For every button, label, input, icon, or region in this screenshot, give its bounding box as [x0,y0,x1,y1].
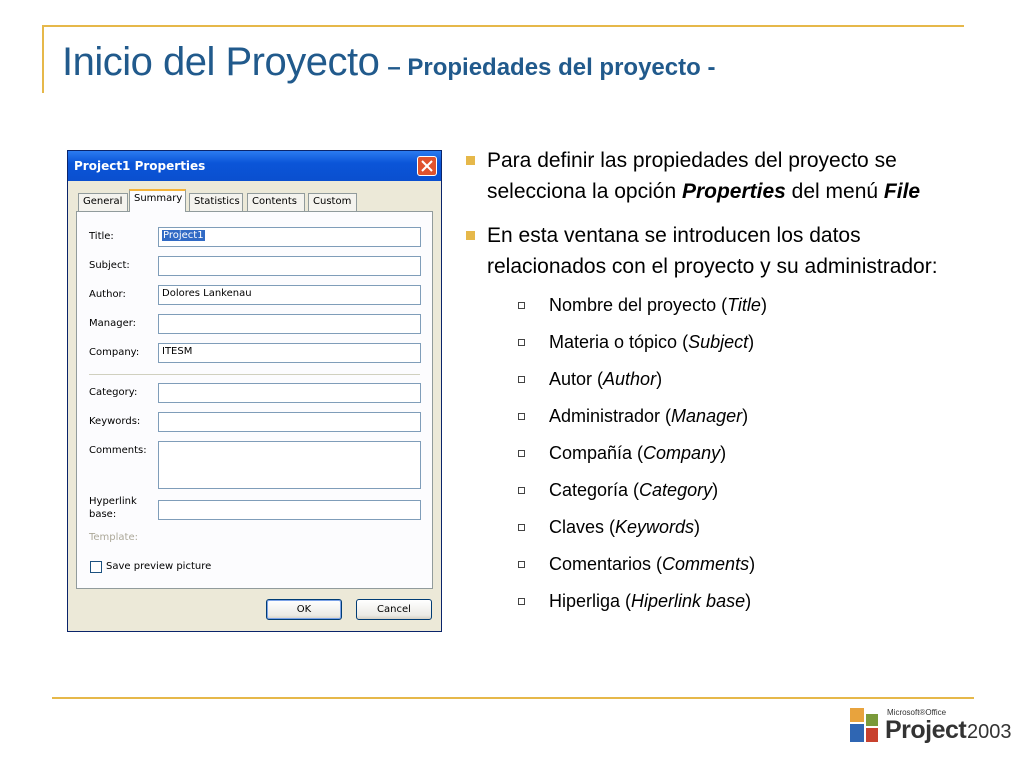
sub-bullet-text: Comentarios ( [549,554,663,574]
tab-general[interactable]: General [78,193,128,211]
subject-field[interactable] [158,256,421,276]
hyperlink-label-line2: base: [89,509,117,520]
sub-bullet-close: ) [720,443,727,463]
project-properties-dialog [67,150,442,632]
slide-title [62,40,715,85]
hollow-square-bullet-icon [518,524,525,531]
tab-contents[interactable]: Contents [247,193,305,211]
sub-bullet-close: ) [749,554,756,574]
company-field[interactable]: ITESM [158,343,421,363]
dialog-title: Project1 Properties [74,159,206,173]
field-divider [89,374,420,375]
close-icon [421,160,433,172]
hollow-square-bullet-icon [518,413,525,420]
tab-summary[interactable]: Summary [129,189,186,212]
sub-bullet-em: Manager [671,406,743,426]
tab-statistics[interactable]: Statistics [189,193,243,211]
dialog-titlebar[interactable] [68,151,441,181]
ok-button[interactable]: OK [266,599,342,620]
keywords-field[interactable] [158,412,421,432]
hyperlink-base-field[interactable] [158,500,421,520]
sub-bullet-close: ) [656,369,663,389]
hollow-square-bullet-icon [518,561,525,568]
ms-project-2003-logo [848,700,1018,750]
slide-bottom-rule [52,697,974,699]
cancel-button[interactable]: Cancel [356,599,432,620]
square-bullet-icon [466,231,475,240]
square-bullet-icon [466,156,475,165]
sub-bullet-em: Comments [662,554,750,574]
bullet-1-line-1: Para definir las propiedades del proyecto se [487,149,897,172]
sub-bullet-text: Categoría ( [549,480,640,500]
bullet-1-em-file: File [883,180,921,203]
bullet-1-line-2 [487,176,1007,207]
save-preview-label[interactable]: Save preview picture [106,561,212,572]
logo-maker: Microsoft®Office [887,708,947,717]
slide-left-rule [42,25,44,93]
sub-bullet-em: Keywords [615,517,695,537]
bullet-1-text-mid: del menú [785,180,884,203]
sub-bullet-em: Category [639,480,713,500]
sub-bullet-em: Author [603,369,657,389]
title-label: Title: [89,231,114,242]
sub-bullet-em: Title [727,295,761,315]
sub-bullet-text: Materia o tópico ( [549,332,689,352]
category-label: Category: [89,387,138,398]
sub-bullet-text: Autor ( [549,369,604,389]
save-preview-checkbox[interactable] [90,561,102,573]
sub-bullet-close: ) [694,517,701,537]
logo-product: Project [885,716,967,744]
hollow-square-bullet-icon [518,376,525,383]
hollow-square-bullet-icon [518,339,525,346]
tab-custom[interactable]: Custom [308,193,357,211]
hyperlink-label-line1: Hyperlink [89,496,137,507]
project-logo-icon [848,706,882,746]
sub-bullet-text: Compañía ( [549,443,644,463]
hollow-square-bullet-icon [518,302,525,309]
bullet-1-em-properties: Properties [681,180,786,203]
sub-bullet-em: Company [643,443,721,463]
hollow-square-bullet-icon [518,598,525,605]
sub-bullet-close: ) [760,295,767,315]
sub-bullet-em: Subject [688,332,749,352]
bullet-1-text: selecciona la opción [487,180,682,203]
manager-field[interactable] [158,314,421,334]
subject-label: Subject: [89,260,130,271]
logo-year: 2003 [967,721,1012,743]
author-field[interactable]: Dolores Lankenau [158,285,421,305]
sub-bullet-close: ) [742,406,749,426]
author-label: Author: [89,289,126,300]
sub-bullet-text: Administrador ( [549,406,672,426]
sub-bullet-text: Claves ( [549,517,616,537]
category-field[interactable] [158,383,421,403]
summary-panel [76,211,433,589]
slide-top-rule [42,25,964,27]
sub-bullet-close: ) [712,480,719,500]
comments-label: Comments: [89,445,147,456]
slide-title-main: Inicio del Proyecto [62,40,380,84]
bullet-2-line-2: relacionados con el proyecto y su administrador: [487,255,938,278]
close-button[interactable] [417,156,437,176]
comments-field[interactable] [158,441,421,489]
template-label: Template: [89,532,138,543]
sub-bullet-close: ) [748,332,755,352]
title-field[interactable] [158,227,421,247]
hollow-square-bullet-icon [518,487,525,494]
company-label: Company: [89,347,140,358]
slide-title-sub: – Propiedades del proyecto - [387,54,716,81]
sub-bullet-text: Nombre del proyecto ( [549,295,728,315]
bullet-2-line-1: En esta ventana se introducen los datos [487,224,861,247]
manager-label: Manager: [89,318,137,329]
hollow-square-bullet-icon [518,450,525,457]
sub-bullet-em: Hiperlink base [631,591,746,611]
keywords-label: Keywords: [89,416,141,427]
sub-bullet-close: ) [745,591,752,611]
sub-bullet-text: Hiperliga ( [549,591,632,611]
title-value: Project1 [163,230,204,241]
